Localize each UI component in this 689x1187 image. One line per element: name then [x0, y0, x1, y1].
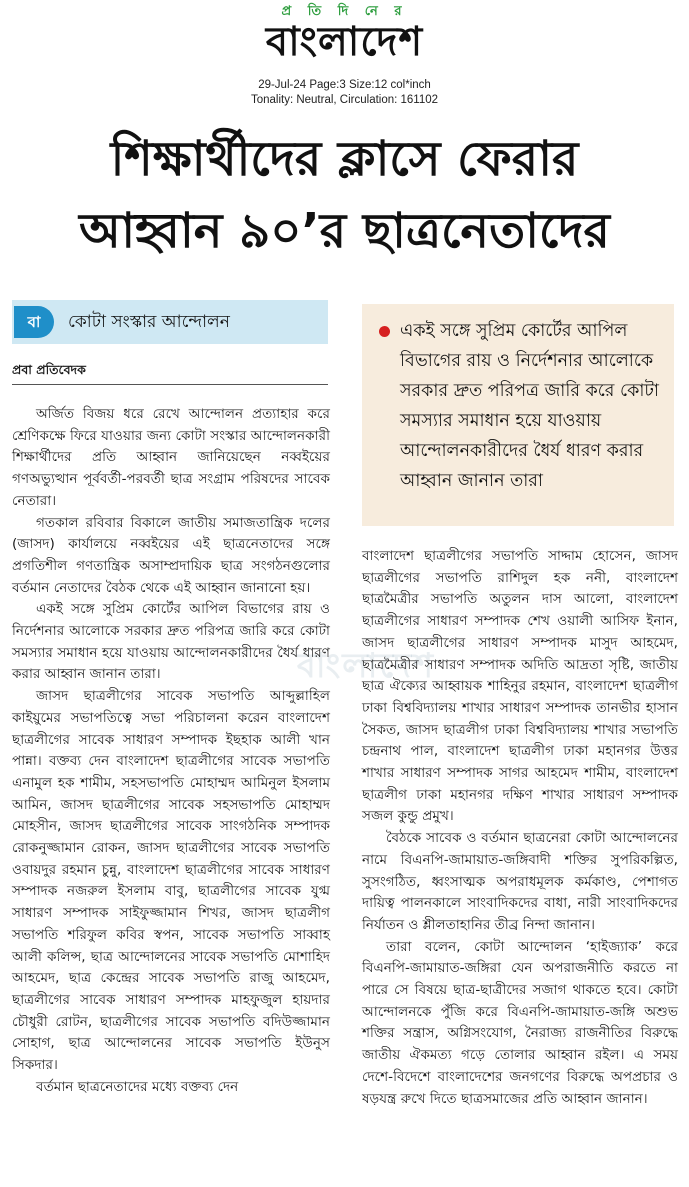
paragraph: বৈঠকে সাবেক ও বর্তমান ছাত্রনেরা কোটা আন্দোলনের নামে বিএনপি-জামায়াত-জঙ্গিবাদী শক্তির সুপরিকল্পিত, সুসংগঠিত, ধ্বংসাত্মক অপরাধমূলক কর্মকাণ্ড, পেশাগত দায়িত্ব পালনকালে সাংবাদিকদের বাধা, নারী সাংবাদিকদের নির্যাতন ও শ্লীলতাহানির তীব্র নিন্দা জানান।	[362, 830, 678, 933]
paragraph: বর্তমান ছাত্রনেতাদের মধ্যে বক্তব্য দেন	[36, 1078, 239, 1095]
pull-quote-text: একই সঙ্গে সুপ্রিম কোর্টের আপিল বিভাগের রায় ও নির্দেশনার আলোকে সরকার দ্রুত পরিপত্র জারি করে কোটা সমস্যার সমাধান হয়ে যাওয়ায় আন্দোলনকারীদের ধৈর্য ধারণ করার আহ্বান জানান তারা	[400, 321, 660, 491]
byline: প্রবা প্রতিবেদক	[12, 360, 328, 385]
paragraph: বাংলাদেশ ছাত্রলীগের সভাপতি সাদ্দাম হোসেন, জাসদ ছাত্রলীগের সভাপতি রাশিদুল হক ননী, বাংলাদেশ ছাত্রমৈত্রীর সভাপতি অতুলন দাস আলো, বাংলাদেশ ছাত্রলীগের সাধারণ সম্পাদক শেখ ওয়ালী আসিফ ইনান, জাসদ ছাত্রলীগের সাধারণ সম্পাদক মাসুদ আহমেদ, ছাত্রমৈত্রীর সাধারণ সম্পাদক অদিতি আদ্রতা সৃষ্টি, জাতীয় ছাত্র ঐক্যের আহ্বায়ক শাহিনুর রহমান, বাংলাদেশ ছাত্রলীগ ঢাকা বিশ্ববিদ্যালয় শাখার সাধারণ সম্পাদক তানভীর হাসান সৈকত, জাসদ ছাত্রলীগ ঢাকা বিশ্ববিদ্যালয় শাখার সভাপতি চন্দ্রনাথ পাল, বাংলাদেশ ছাত্রলীগ ঢাকা মহানগর উত্তর শাখার সাধারণ সম্পাদক সাগর আহমেদ শামীম, বাংলাদেশ ছাত্রলীগ ঢাকা মহানগর দক্ষিণ শাখার সাধারণ সম্পাদক সজল কুন্ডু প্রমুখ।	[362, 548, 678, 825]
clipping-meta-date: 29-Jul-24 Page:3 Size:12 col*inch	[258, 79, 431, 91]
paragraph: একই সঙ্গে সুপ্রিম কোর্টের আপিল বিভাগের রায় ও নির্দেশনার আলোকে সরকার দ্রুত পরিপত্র জারি করে কোটা সমস্যার সমাধান হয়ে যাওয়ায় আন্দোলনকারীদের ধৈর্য ধারণ করার আহ্বান জানান তারা।	[12, 601, 330, 683]
kicker-badge-icon: বা	[14, 306, 54, 338]
article-column-1	[12, 404, 330, 1099]
paragraph: গতকাল রবিবার বিকালে জাতীয় সমাজতান্ত্রিক দলের (জাসদ) কার্যালয়ে নব্বইয়ের এই ছাত্রনেতাদের সঙ্গে প্রগতিশীল গণতান্ত্রিক অসাম্প্রদায়িক ছাত্র সংগঠনগুলোর বর্তমান নেতাদের বৈঠক থেকে এই আহ্বান জানানো হয়।	[12, 514, 330, 596]
watermark-logo: বাংলাদেশ	[296, 646, 436, 686]
clipping-meta-tonality: Tonality: Neutral, Circulation: 161102	[250, 94, 439, 106]
masthead-tagline: প্র তি দি নে র	[281, 4, 408, 19]
paragraph: অর্জিত বিজয় ধরে রেখে আন্দোলন প্রত্যাহার করে শ্রেণিকক্ষে ফিরে যাওয়ার জন্য কোটা সংস্কার আন্দোলনকারী শিক্ষার্থীদের প্রতি আহ্বান জানিয়েছেন নব্বইয়ের গণঅভ্যুত্থান পূর্ববর্তী-পরবর্তী ছাত্র সংগ্রাম পরিষদের সাবেক নেতারা।	[12, 406, 330, 509]
paragraph: তারা বলেন, কোটা আন্দোলন ‘হাইজ্যাক’ করে বিএনপি-জামায়াত-জঙ্গিরা যেন অপরাজনীতি করতে না পারে সে বিষয়ে ছাত্র-ছাত্রীদের সজাগ থাকতে হবে। কোটা আন্দোলনকে পুঁজি করে বিএনপি-জামায়াত-জঙ্গি অশুভ শক্তির সন্ত্রাস, অগ্নিসংযোগ, নৈরাজ্য রাজনীতির বিরুদ্ধে জাতীয় ঐকমত্য গড়ে তোলার আহ্বান রইল। এ সময় দেশে-বিদেশে বাংলাদেশের জনগণের বিরুদ্ধে অপপ্রচার ও ষড়যন্ত্র রুখে দিতে ছাত্রসমাজের প্রতি আহ্বান জানান।	[362, 938, 678, 1107]
red-bullet-icon	[379, 326, 390, 337]
pull-quote-box	[362, 304, 674, 526]
masthead	[0, 4, 689, 64]
headline-line-2: আহ্বান ৯০’র ছাত্রনেতাদের	[79, 203, 610, 259]
section-kicker	[12, 300, 328, 344]
kicker-label: কোটা সংস্কার আন্দোলন	[68, 312, 230, 332]
headline-line-1: শিক্ষার্থীদের ক্লাসে ফেরার	[110, 131, 579, 187]
article-column-2	[362, 546, 678, 1110]
paragraph: জাসদ ছাত্রলীগের সাবেক সভাপতি আব্দুল্লাহিল কাইয়ুমের সভাপতিত্বে সভা পরিচালনা করেন বাংলাদেশ ছাত্রলীগের সাবেক সাধারণ সম্পাদক ইছহাক আলী খান পান্না। বক্তব্য দেন বাংলাদেশ ছাত্রলীগের সাবেক সভাপতি এনামুল হক শামীম, সহসভাপতি মোহাম্মদ আমিনুল ইসলাম আমিন, জাসদ ছাত্রলীগের সাবেক সহসভাপতি মোহাম্মদ মোহসীন, জাসদ ছাত্রলীগের সাবেক সাংগঠনিক সম্পাদক রোকনুজ্জামান রোকন, জাসদ ছাত্রলীগের সাবেক সভাপতি ওবায়দুর রহমান চুন্নু, বাংলাদেশ ছাত্রলীগের সাবেক সাধারণ সম্পাদক নজরুল ইসলাম বাবু, ছাত্রলীগের সাবেক যুগ্ম সাধারণ সম্পাদক সাইফুজ্জামান শিখর, জাসদ ছাত্রলীগ সভাপতি শরিফুল কবির স্বপন, সাবেক সভাপতি সাব্বাহ আলী কলিন্স, ছাত্র আন্দোলনের সাবেক সভাপতি মোশাহিদ আহমেদ, ছাত্র কেন্দ্রের সাবেক সভাপতি রাজু আহমেদ, ছাত্রলীগের সাবেক সাধারণ সম্পাদক মাহফুজুল হায়দার চৌধুরী রোটন, ছাত্রলীগের সাবেক সভাপতি বদিউজ্জামান সোহাগ, ছাত্র আন্দোলনের সাবেক সভাপতি ইউনুস সিকদার।	[12, 688, 330, 1074]
newspaper-logo: বাংলাদেশ	[265, 19, 424, 65]
